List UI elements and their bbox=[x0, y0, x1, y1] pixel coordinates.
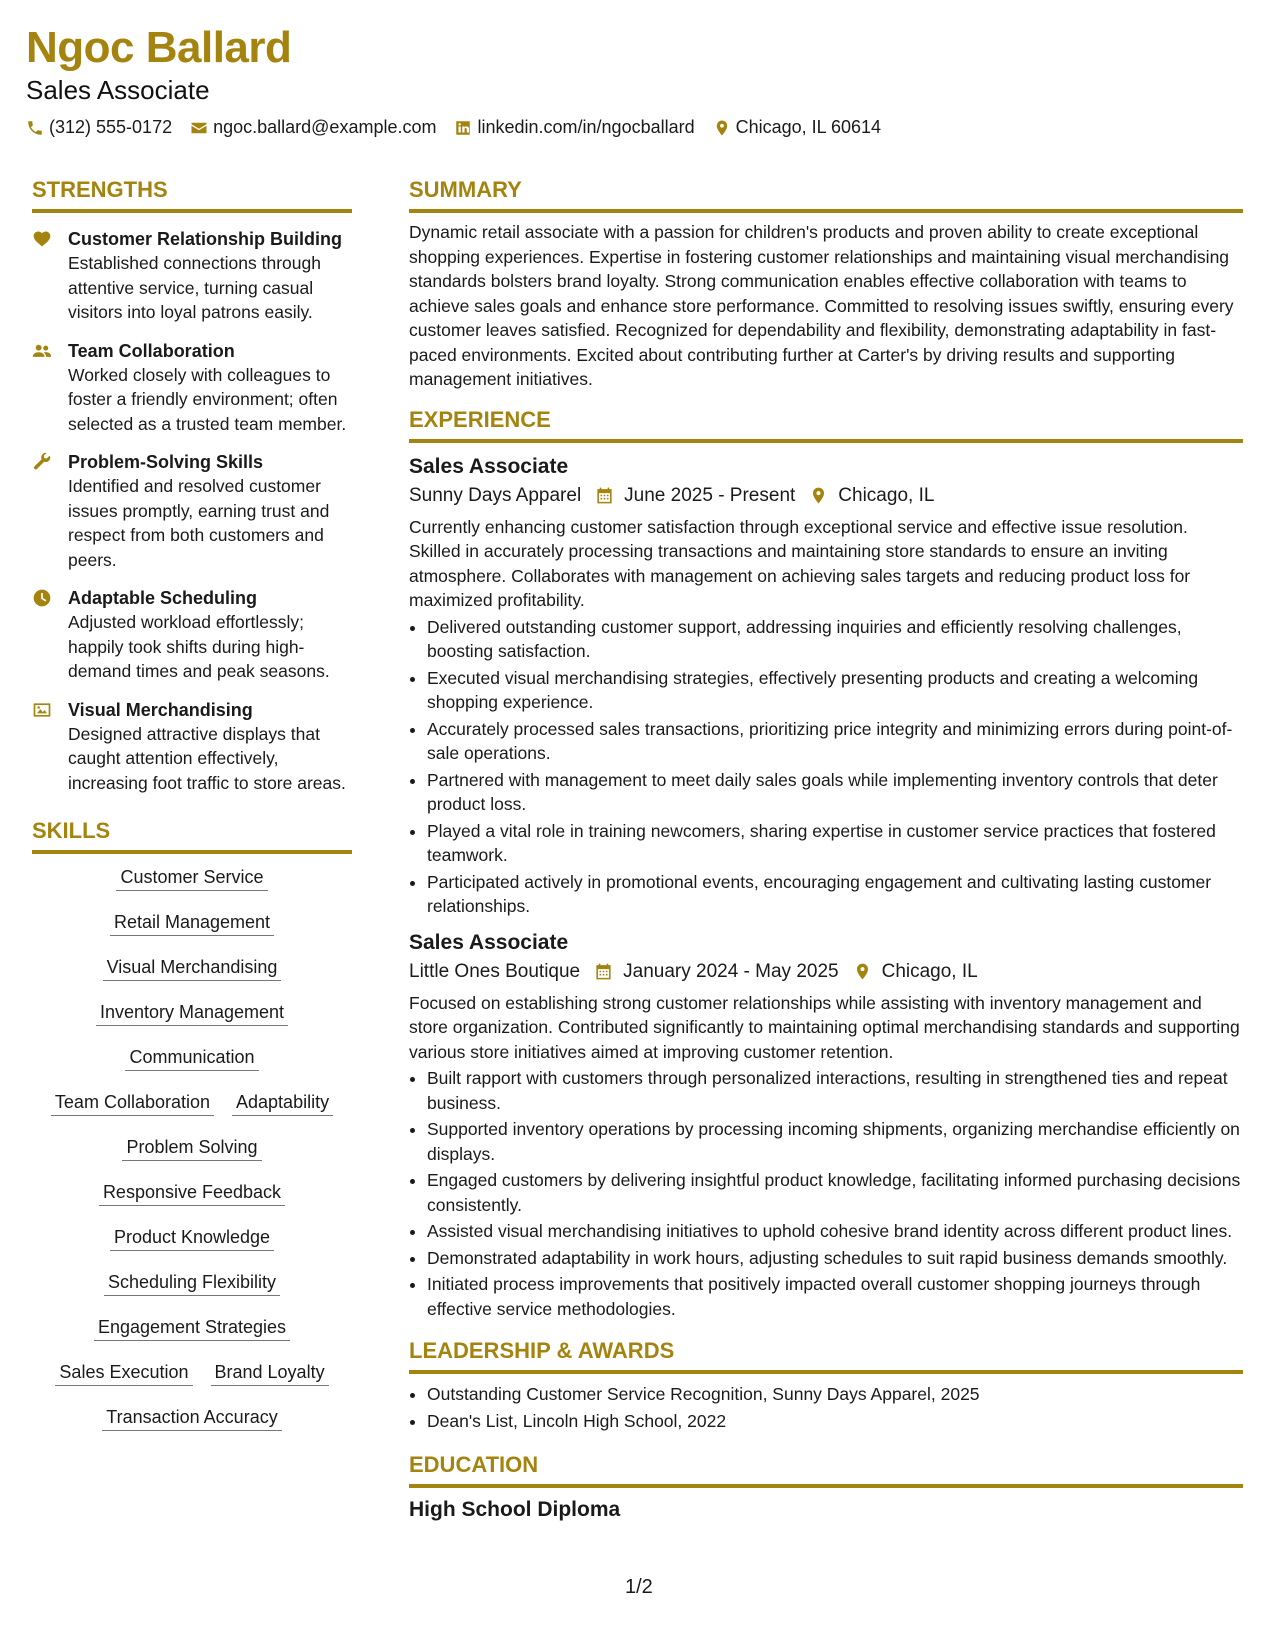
location-text: Chicago, IL 60614 bbox=[735, 117, 882, 137]
skill-tag: Engagement Strategies bbox=[94, 1314, 290, 1341]
calendar-icon bbox=[594, 962, 613, 981]
heart-icon bbox=[32, 229, 52, 249]
skills-list bbox=[32, 864, 352, 1449]
award-item: • Outstanding Customer Service Recognition, Sunny Days Apparel, 2025 bbox=[427, 1382, 1243, 1407]
job-bullet: • Played a vital role in training newcomers, sharing expertise in customer service practices that fostered teamwork. bbox=[427, 819, 1243, 868]
skill-tag: Brand Loyalty bbox=[211, 1359, 329, 1386]
strength-desc: Established connections through attentive service, turning casual visitors into loyal patrons easily. bbox=[68, 253, 321, 322]
strength-item bbox=[32, 698, 352, 796]
job-bullets bbox=[409, 1066, 1243, 1321]
phone-text: (312) 555-0172 bbox=[49, 117, 173, 137]
job-bullet: • Built rapport with customers through personalized interactions, resulting in strengthened ties and repeat business. bbox=[427, 1066, 1243, 1115]
strength-desc: Worked closely with colleagues to foster a friendly environment; often selected as a trusted team member. bbox=[68, 364, 347, 434]
mail-icon bbox=[190, 119, 208, 137]
strength-desc: Adjusted workload effortlessly; happily took shifts during high-demand times and peak seasons. bbox=[68, 612, 330, 681]
skill-tag: Retail Management bbox=[110, 909, 274, 936]
strength-item bbox=[32, 339, 352, 437]
skill-tag: Product Knowledge bbox=[110, 1224, 274, 1251]
skill-tag: Inventory Management bbox=[96, 999, 288, 1026]
phone-icon bbox=[26, 119, 44, 137]
strength-title: Customer Relationship Building bbox=[68, 229, 343, 249]
skill-tag: Adaptability bbox=[232, 1089, 333, 1116]
job-meta bbox=[409, 957, 1243, 987]
job-bullet: • Engaged customers by delivering insightful product knowledge, facilitating informed purchasing decisions consistently. bbox=[427, 1168, 1243, 1217]
contact-linkedin[interactable] bbox=[454, 117, 694, 138]
skill-tag: Problem Solving bbox=[122, 1134, 261, 1161]
linkedin-text: linkedin.com/in/ngocballard bbox=[477, 117, 695, 137]
education-heading: EDUCATION bbox=[409, 1451, 1243, 1488]
left-column bbox=[32, 176, 352, 1449]
strength-item bbox=[32, 450, 352, 572]
clock-icon bbox=[32, 588, 52, 608]
job-bullet: • Supported inventory operations by processing incoming shipments, organizing merchandise efficiently on displays. bbox=[427, 1117, 1243, 1166]
job-company: Sunny Days Apparel bbox=[409, 484, 582, 506]
strength-title: Visual Merchandising bbox=[68, 699, 253, 720]
job-entry bbox=[409, 453, 1243, 919]
skill-tag: Transaction Accuracy bbox=[102, 1404, 281, 1431]
job-summary: Currently enhancing customer satisfaction through exceptional service and effective issue resolution. Skilled in accurately processing transactions and maintaining store standards to ensure an inviting atmosphere. Collaborates with management on achieving sales targets and reducing product loss for maximized profitability. bbox=[409, 516, 1191, 610]
page-number: 1/2 bbox=[625, 1576, 653, 1598]
award-item: • Dean's List, Lincoln High School, 2022 bbox=[427, 1409, 1243, 1434]
strength-item bbox=[32, 227, 352, 325]
email-text: ngoc.ballard@example.com bbox=[213, 117, 437, 137]
strengths-list bbox=[32, 227, 352, 795]
strength-desc: Designed attractive displays that caught attention effectively, increasing foot traffic to store areas. bbox=[68, 723, 346, 793]
awards-list bbox=[409, 1382, 1243, 1433]
skill-tag: Communication bbox=[125, 1044, 258, 1071]
location-pin-icon bbox=[713, 119, 731, 137]
resume-header bbox=[26, 22, 1246, 138]
contact-phone[interactable] bbox=[26, 117, 172, 138]
job-title: Sales Associate bbox=[409, 930, 569, 954]
job-bullet: • Accurately processed sales transactions, prioritizing price integrity and minimizing errors during point-of-sale operations. bbox=[427, 717, 1243, 766]
linkedin-icon bbox=[454, 119, 472, 137]
experience-heading: EXPERIENCE bbox=[409, 406, 1243, 443]
job-bullet: • Demonstrated adaptability in work hours, adjusting schedules to suit rapid business demands smoothly. bbox=[427, 1246, 1243, 1271]
candidate-title: Sales Associate bbox=[26, 75, 210, 105]
contact-bar bbox=[26, 117, 1246, 138]
strength-title: Team Collaboration bbox=[68, 340, 235, 361]
right-column bbox=[409, 176, 1243, 1524]
skill-tag: Sales Execution bbox=[55, 1359, 192, 1386]
job-location: Chicago, IL bbox=[881, 960, 978, 982]
job-bullet: • Delivered outstanding customer support, addressing inquiries and efficiently resolving challenges, boosting satisfaction. bbox=[427, 615, 1243, 664]
job-entry bbox=[409, 929, 1243, 1322]
strength-desc: Identified and resolved customer issues promptly, earning trust and respect from both customers and peers. bbox=[68, 476, 330, 570]
skill-tag: Team Collaboration bbox=[51, 1089, 214, 1116]
summary-heading: SUMMARY bbox=[409, 176, 1243, 213]
job-dates: January 2024 - May 2025 bbox=[623, 960, 839, 982]
strength-title: Problem-Solving Skills bbox=[68, 452, 264, 472]
awards-heading: LEADERSHIP & AWARDS bbox=[409, 1337, 1243, 1374]
summary-text: Dynamic retail associate with a passion for children's products and proven ability to create exceptional shopping experiences. Expertise in fostering customer relationships and maintaining visual merchandising standards bolsters brand loyalty. Strong communication enables effective collaboration with teams to achieve sales goals and enhance store performance. Committed to resolving issues swiftly, ensuring every customer leaves satisfied. Recognized for dependability and flexibility, demonstrating adaptability in fast-paced environments. Excited about contributing further at Carter's by driving results and supporting management initiatives. bbox=[409, 222, 1234, 389]
job-bullet: • Executed visual merchandising strategies, effectively presenting products and creating a welcoming shopping experience. bbox=[427, 666, 1243, 715]
job-bullet: • Participated actively in promotional events, encouraging engagement and cultivating lasting customer relationships. bbox=[427, 870, 1243, 919]
candidate-name: Ngoc Ballard bbox=[26, 23, 292, 72]
calendar-icon bbox=[595, 486, 614, 505]
contact-location bbox=[713, 117, 881, 138]
strength-item bbox=[32, 586, 352, 684]
skill-tag: Scheduling Flexibility bbox=[104, 1269, 280, 1296]
job-summary: Focused on establishing strong customer relationships while assisting with inventory management and store organization. Contributed significantly to maintaining optimal merchandising standards and supporting various store initiatives aimed at improving customer retention. bbox=[409, 992, 1240, 1062]
job-location: Chicago, IL bbox=[838, 484, 935, 506]
education-degree: High School Diploma bbox=[409, 1498, 621, 1521]
job-dates: June 2025 - Present bbox=[624, 484, 796, 506]
job-bullets bbox=[409, 615, 1243, 919]
job-title: Sales Associate bbox=[409, 454, 569, 478]
skill-tag: Visual Merchandising bbox=[103, 954, 282, 981]
skill-tag: Customer Service bbox=[116, 864, 267, 891]
job-meta bbox=[409, 481, 1243, 511]
users-icon bbox=[32, 341, 52, 361]
location-pin-icon bbox=[809, 486, 828, 505]
skill-tag: Responsive Feedback bbox=[99, 1179, 285, 1206]
job-bullet: • Initiated process improvements that positively impacted overall customer shopping journeys through effective service methodologies. bbox=[427, 1272, 1243, 1321]
location-pin-icon bbox=[853, 962, 872, 981]
job-company: Little Ones Boutique bbox=[409, 960, 581, 982]
job-bullet: • Partnered with management to meet daily sales goals while implementing inventory controls that deter product loss. bbox=[427, 768, 1243, 817]
strength-title: Adaptable Scheduling bbox=[68, 588, 258, 608]
skills-heading: SKILLS bbox=[32, 817, 352, 854]
strengths-heading: STRENGTHS bbox=[32, 176, 352, 213]
image-icon bbox=[32, 700, 52, 720]
wrench-icon bbox=[32, 452, 52, 472]
job-bullet: • Assisted visual merchandising initiatives to uphold cohesive brand identity across different product lines. bbox=[427, 1219, 1243, 1244]
contact-email[interactable] bbox=[190, 117, 436, 138]
